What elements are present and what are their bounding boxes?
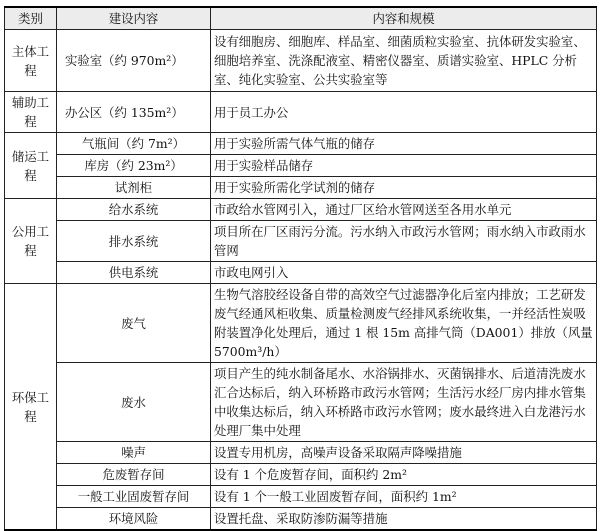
description-cell: 项目产生的纯水制备尾水、水浴锅排水、灭菌锅排水、后道清洗废水汇合达标后，纳入环桥路市政污水管网；生活污水经厂房内排水管集中收集达标后，纳入环桥路市政污水管网；废水最终进入白龙港污水处理厂集中处理	[211, 363, 597, 442]
project-content-table	[4, 6, 597, 531]
table-row	[5, 363, 597, 442]
description-cell: 市政电网引入	[211, 262, 597, 284]
item-cell: 废气	[57, 284, 211, 363]
description-cell: 项目所在厂区雨污分流。污水纳入市政污水管网；雨水纳入市政雨水管网	[211, 221, 597, 262]
item-cell: 供电系统	[57, 262, 211, 284]
description-cell: 设有 1 个危废暂存间，面积约 2m²	[211, 464, 597, 486]
table-row	[5, 133, 597, 155]
table-header-row	[5, 7, 597, 30]
item-cell: 试剂柜	[57, 177, 211, 199]
item-cell: 办公区（约 135m²）	[57, 92, 211, 133]
item-cell: 噪声	[57, 442, 211, 464]
item-cell: 实验室（约 970m²）	[57, 30, 211, 92]
category-cell: 辅助工程	[5, 92, 57, 133]
table-row	[5, 199, 597, 221]
header-description: 内容和规模	[211, 7, 597, 30]
item-cell: 排水系统	[57, 221, 211, 262]
header-item: 建设内容	[57, 7, 211, 30]
table-row	[5, 92, 597, 133]
item-cell: 废水	[57, 363, 211, 442]
description-cell: 市政给水管网引入，通过厂区给水管网送至各用水单元	[211, 199, 597, 221]
category-cell: 公用工程	[5, 199, 57, 284]
item-cell: 一般工业固废暂存间	[57, 486, 211, 508]
table-row	[5, 464, 597, 486]
description-cell: 用于实验所需气体气瓶的储存	[211, 133, 597, 155]
header-category: 类别	[5, 7, 57, 30]
table-row	[5, 155, 597, 177]
category-cell: 储运工程	[5, 133, 57, 199]
category-cell: 主体工程	[5, 30, 57, 92]
table-row	[5, 486, 597, 508]
description-cell: 设有 1 个一般工业固废暂存间，面积约 1m²	[211, 486, 597, 508]
table-row	[5, 508, 597, 531]
item-cell: 危废暂存间	[57, 464, 211, 486]
item-cell: 气瓶间（约 7m²）	[57, 133, 211, 155]
table-row	[5, 262, 597, 284]
table-row	[5, 177, 597, 199]
description-cell: 用于实验所需化学试剂的储存	[211, 177, 597, 199]
description-cell: 用于员工办公	[211, 92, 597, 133]
item-cell: 给水系统	[57, 199, 211, 221]
item-cell: 库房（约 23m²）	[57, 155, 211, 177]
table-row	[5, 221, 597, 262]
table-row	[5, 284, 597, 363]
table-row	[5, 30, 597, 92]
description-cell: 设置托盘、采取防渗防漏等措施	[211, 508, 597, 531]
description-cell: 设有细胞房、细胞库、样品室、细菌质粒实验室、抗体研发实验室、细胞培养室、洗涤配液室、精密仪器室、质谱实验室、HPLC 分析室、纯化实验室、公共实验室等	[211, 30, 597, 92]
description-cell: 设置专用机房，高噪声设备采取隔声降噪措施	[211, 442, 597, 464]
table-row	[5, 442, 597, 464]
category-cell: 环保工程	[5, 284, 57, 531]
item-cell: 环境风险	[57, 508, 211, 531]
description-cell: 生物气溶胶经设备自带的高效空气过滤器净化后室内排放；工艺研发废气经通风柜收集、质量检测废气经排风系统收集，一并经活性炭吸附装置净化处理后，通过 1 根 15m 高排气筒（DA001）排放（风量 5700m³/h）	[211, 284, 597, 363]
description-cell: 用于实验样品储存	[211, 155, 597, 177]
